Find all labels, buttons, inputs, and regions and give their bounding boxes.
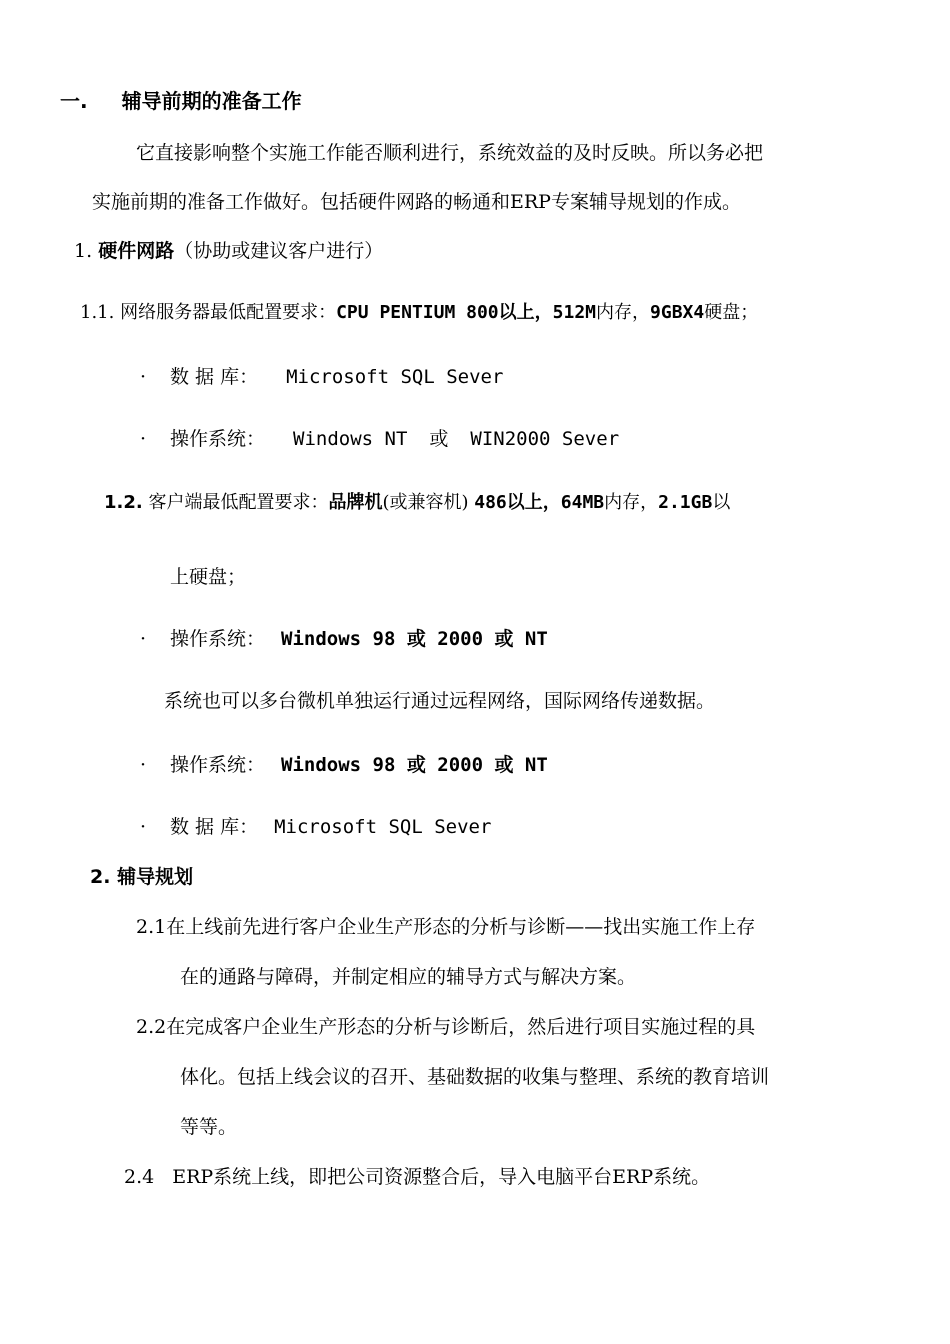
server-db-value: Microsoft SQL Sever <box>286 366 504 388</box>
planning-item-2-2-line2: 体化。包括上线会议的召开、基础数据的收集与整理、系统的教育培训 <box>180 1066 770 1088</box>
planning-item-2-2-text: 在完成客户企业生产形态的分析与诊断后，然后进行项目实施过程的具 <box>166 1016 756 1038</box>
client-db-value: Microsoft SQL Sever <box>274 816 492 838</box>
hardware-heading <box>74 238 383 264</box>
client-requirements <box>104 490 730 516</box>
planning-item-2-4-number: 2.4 <box>124 1166 155 1188</box>
server-os-or: 或 <box>429 428 449 450</box>
client-compat: (或兼容机) <box>382 492 469 513</box>
client-os-value: Windows 98 或 2000 或 NT <box>281 628 548 650</box>
planning-item-2-1-line1 <box>136 914 755 940</box>
client-os-label: 操作系统： <box>170 628 266 650</box>
server-os-item <box>140 426 619 452</box>
intro-paragraph-line2: 实施前期的准备工作做好。包括硬件网路的畅通和ERP专案辅导规划的作成。 <box>92 191 741 213</box>
hardware-note: （协助或建议客户进行） <box>174 240 384 262</box>
hardware-title: 硬件网路 <box>98 240 175 262</box>
server-mem: 512M <box>552 302 597 323</box>
server-number: 1.1. <box>80 302 115 323</box>
planning-item-2-1-line2: 在的通路与障碍，并制定相应的辅导方式与解决方案。 <box>180 966 637 988</box>
client-database-item <box>140 814 491 840</box>
client-label: 客户端最低配置要求： <box>148 492 329 513</box>
server-label: 网络服务器最低配置要求： <box>120 302 337 323</box>
planning-number: 2. <box>90 866 111 888</box>
server-os-value2: WIN2000 Sever <box>470 428 620 450</box>
bullet-icon: · <box>140 428 147 450</box>
planning-item-2-2-line3: 等等。 <box>180 1116 238 1138</box>
client-os-item <box>140 626 548 652</box>
planning-item-2-1-text: 在上线前先进行客户企业生产形态的分析与诊断——找出实施工作上存 <box>166 916 756 938</box>
hardware-number: 1. <box>74 240 93 262</box>
client-mem: 64MB <box>560 492 605 513</box>
server-db-label: 数 据 库： <box>170 366 259 388</box>
section-number: 一. <box>60 89 88 113</box>
planning-item-2-2-number: 2.2 <box>136 1016 167 1038</box>
client-disk-suffix: 以 <box>712 492 731 513</box>
client-disk: 2.1GB <box>658 492 713 513</box>
client-requirements-line2: 上硬盘； <box>170 566 247 588</box>
client-os2-value: Windows 98 或 2000 或 NT <box>281 754 548 776</box>
bullet-icon: · <box>140 816 147 838</box>
planning-item-2-4 <box>124 1164 710 1190</box>
server-database-item <box>140 364 503 390</box>
client-cpu: 486 <box>474 492 507 513</box>
client-remote-note: 系统也可以多台微机单独运行通过远程网络，国际网络传递数据。 <box>164 690 716 712</box>
server-os-label: 操作系统： <box>170 428 266 450</box>
planning-title: 辅导规划 <box>117 866 194 888</box>
server-mem-suffix: 内存， <box>596 302 651 323</box>
client-number: 1.2. <box>104 492 143 513</box>
section-heading <box>60 88 302 114</box>
planning-heading <box>90 864 193 890</box>
server-disk-suffix: 硬盘； <box>704 302 759 323</box>
bullet-icon: · <box>140 628 147 650</box>
planning-item-2-2-line1 <box>136 1014 755 1040</box>
bullet-icon: · <box>140 754 147 776</box>
client-os2-label: 操作系统： <box>170 754 266 776</box>
server-cpu: CPU PENTIUM 800 <box>336 302 499 323</box>
server-os-value1: Windows NT <box>293 428 408 450</box>
client-cpu-suffix: 以上， <box>506 492 561 513</box>
planning-item-2-4-text: ERP系统上线，即把公司资源整合后，导入电脑平台ERP系统。 <box>172 1166 711 1188</box>
intro-paragraph-line1: 它直接影响整个实施工作能否顺利进行，系统效益的及时反映。所以务必把 <box>136 142 764 164</box>
client-os2-item <box>140 752 548 778</box>
planning-item-2-1-number: 2.1 <box>136 916 167 938</box>
section-title: 辅导前期的准备工作 <box>121 89 302 113</box>
server-disk: 9GBX4 <box>650 302 705 323</box>
client-db-label: 数 据 库： <box>170 816 259 838</box>
client-mem-suffix: 内存， <box>604 492 659 513</box>
server-requirements <box>80 300 758 326</box>
bullet-icon: · <box>140 366 147 388</box>
server-cpu-suffix: 以上， <box>498 302 553 323</box>
client-brand: 品牌机 <box>328 492 383 513</box>
